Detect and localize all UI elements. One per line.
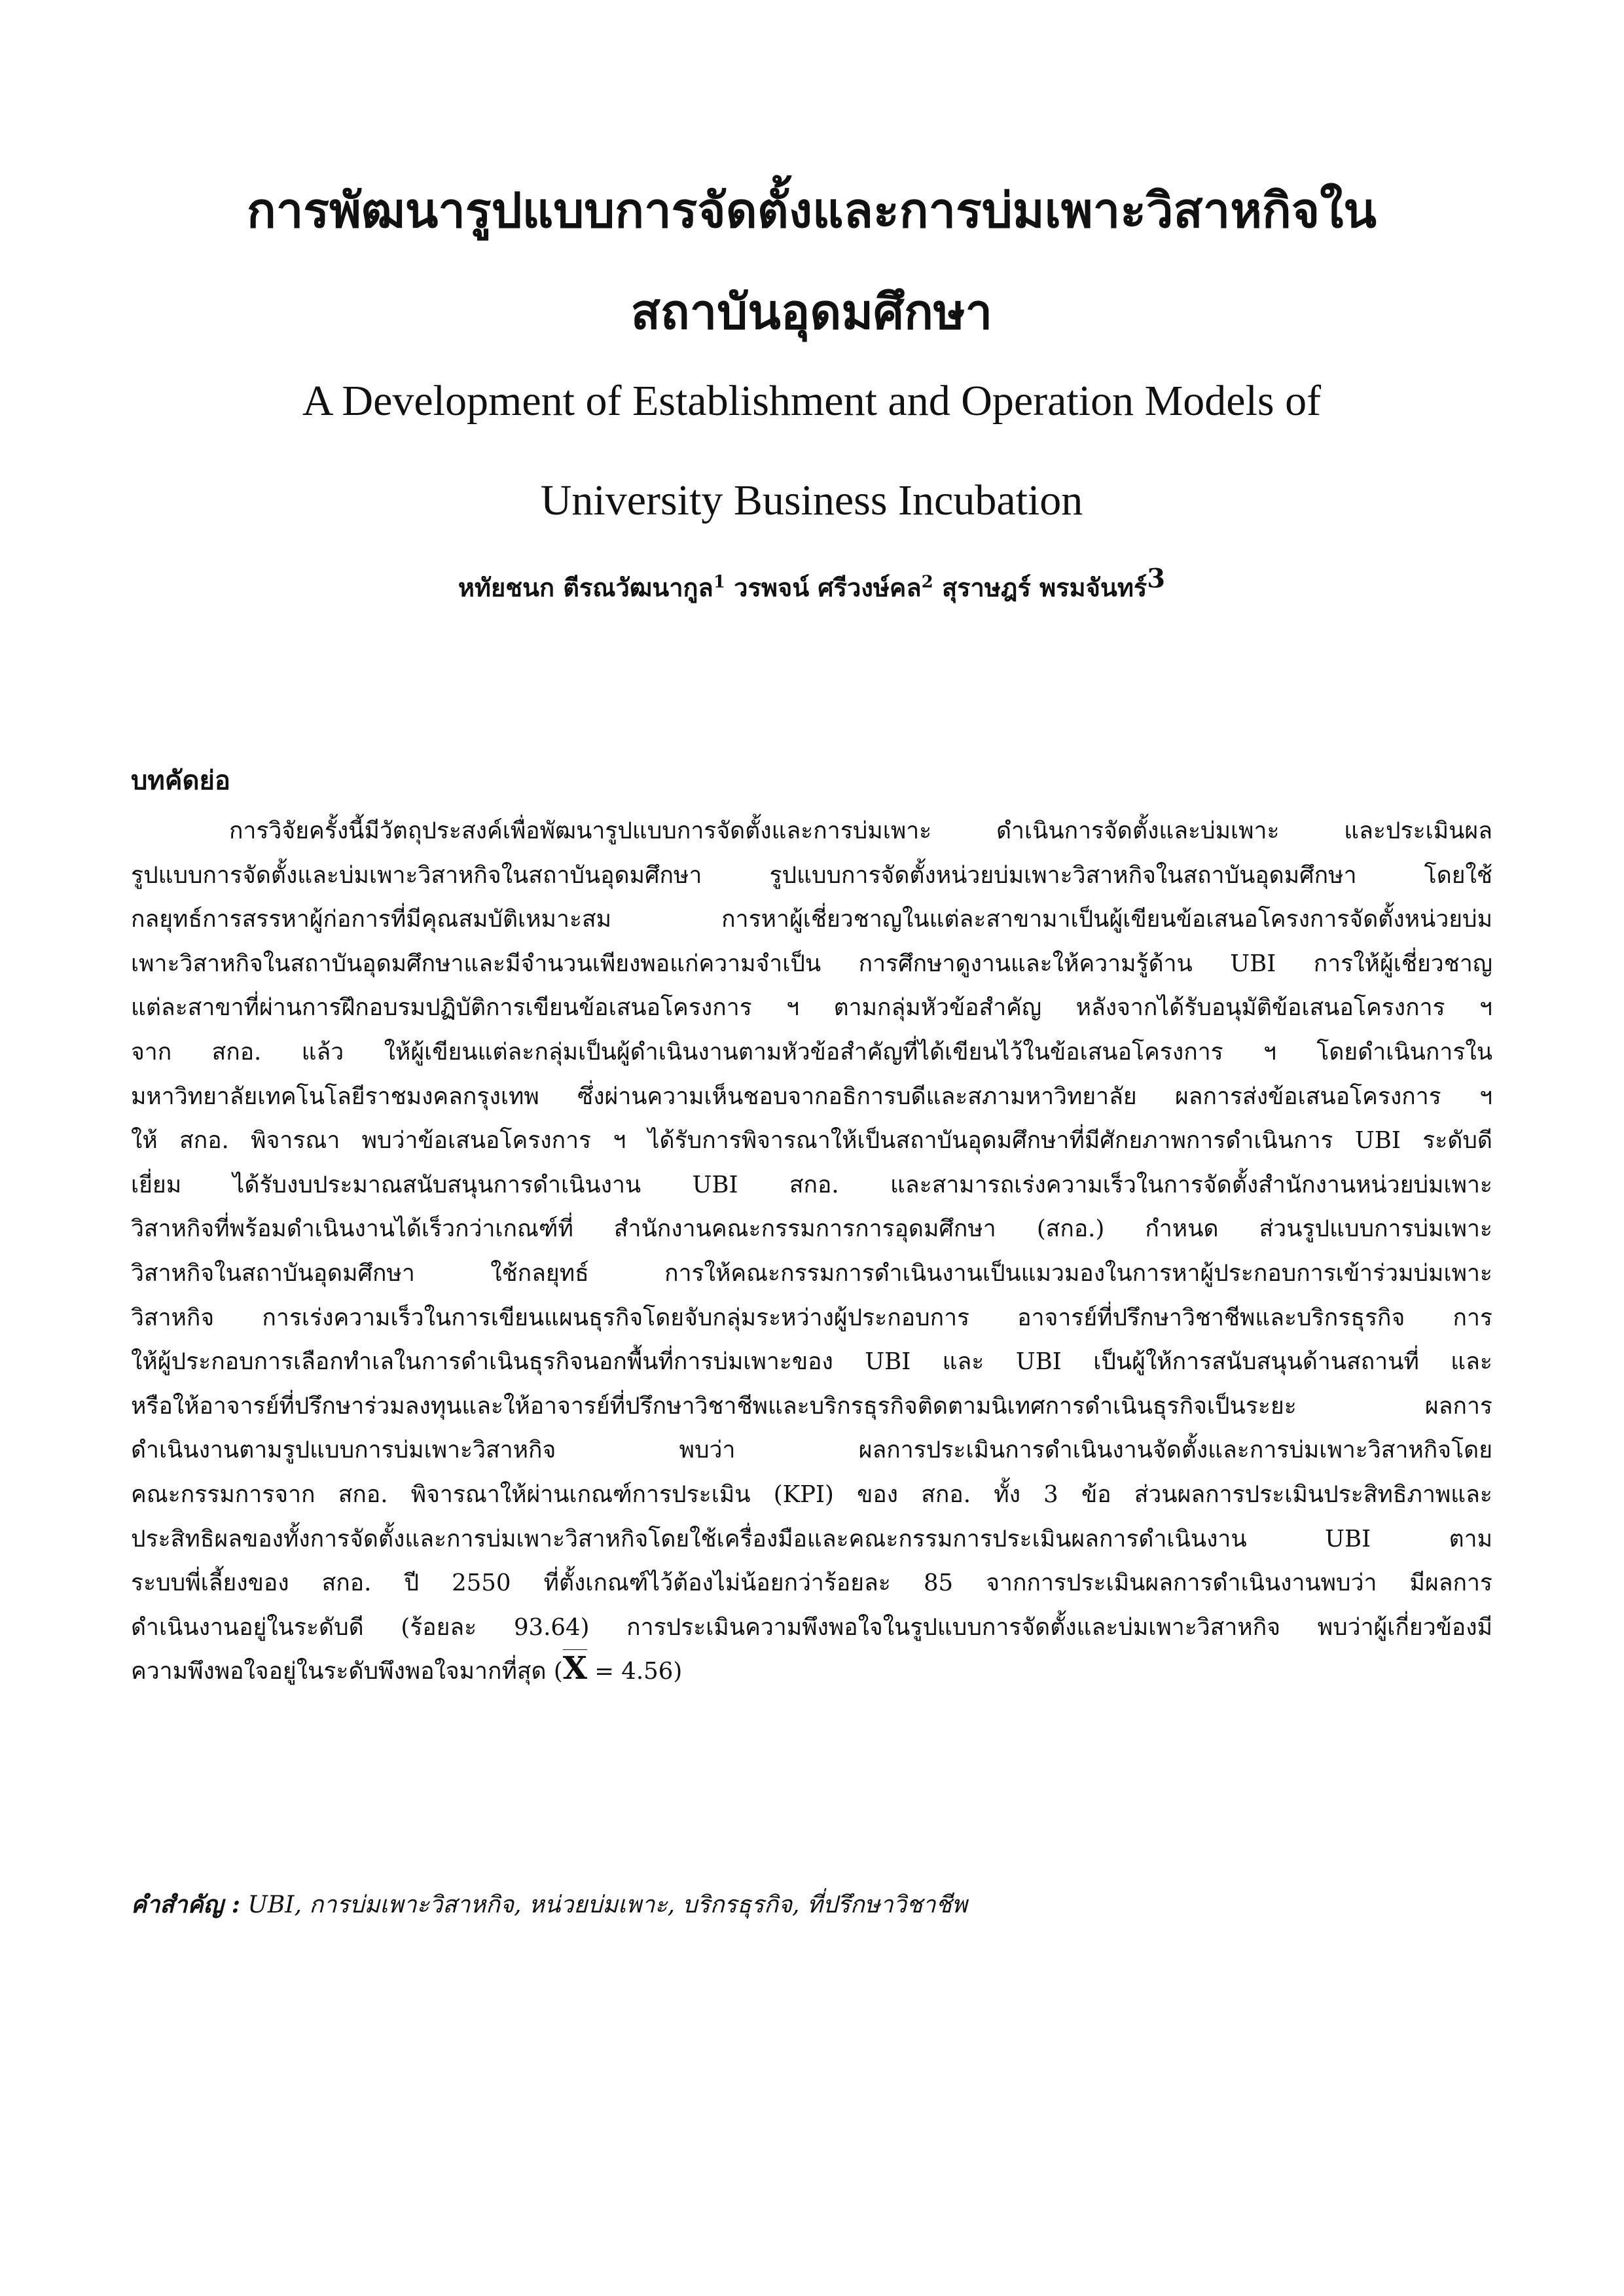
abstract-line: วิสาหกิจในสถาบันอุดมศึกษา ใช้กลยุทธ์ การให้คณะกรรมการดำเนินงานเป็นแมวมองในการหาผู้ประกอบการเข้าร่วมบ่มเพาะ [131,1259,1492,1287]
abstract-line: กลยุทธ์การสรรหาผู้ก่อการที่มีคุณสมบัติเหมาะสม การหาผู้เชี่ยวชาญในแต่ละสาขามาเป็นผู้เขียนข้อเสนอโครงการจัดตั้งหน่วยบ่ม [131,906,1492,933]
abstract-line: ระบบพี่เลี้ยงของ สกอ. ปี 2550 ที่ตั้งเกณฑ์ไว้ต้องไม่น้อยกว่าร้อยละ 85 จากการประเมินผลการดำเนินงานพบว่า มีผลการ [131,1570,1492,1597]
thai-title-line-2: สถาบันอุดมศึกษา [630,284,993,340]
keywords-list: UBI, การบ่มเพาะวิสาหกิจ, หน่วยบ่มเพาะ, บริกรธุรกิจ, ที่ปรึกษาวิชาชีพ [240,1892,967,1918]
abstract-line: ดำเนินงานตามรูปแบบการบ่มเพาะวิสาหกิจ พบว่า ผลการประเมินการดำเนินงานจัดตั้งและการบ่มเพาะวิสาหกิจโดย [131,1437,1492,1464]
abstract-text: = 4.56) [586,1658,683,1685]
abstract-line: รูปแบบการจัดตั้งและบ่มเพาะวิสาหกิจในสถาบันอุดมศึกษา รูปแบบการจัดตั้งหน่วยบ่มเพาะวิสาหกิจในสถาบันอุดมศึกษา โดยใช้ [131,861,1492,889]
english-title-line-1: A Development of Establishment and Operation Models of [302,377,1322,425]
author-list [314,563,1309,607]
affiliation-mark: 2 [921,572,933,592]
abstract-heading: บทคัดย่อ [131,765,230,796]
abstract-line: มหาวิทยาลัยเทคโนโลยีราชมงคลกรุงเทพ ซึ่งผ่านความเห็นชอบจากอธิการบดีและสภามหาวิทยาลัย ผลการส่งข้อเสนอโครงการ ฯ [131,1083,1492,1110]
abstract-line: ดำเนินงานอยู่ในระดับดี (ร้อยละ 93.64) การประเมินความพึงพอใจในรูปแบบการจัดตั้งและบ่มเพาะวิสาหกิจ พบว่าผู้เกี่ยวข้องมี [131,1613,1492,1641]
abstract-last-line [131,1649,1492,1694]
abstract-line: การวิจัยครั้งนี้มีวัตถุประสงค์เพื่อพัฒนารูปแบบการจัดตั้งและการบ่มเพาะ ดำเนินการจัดตั้งและบ่มเพาะ และประเมินผล [229,817,1492,844]
thai-title-line-1: การพัฒนารูปแบบการจัดตั้งและการบ่มเพาะวิสาหกิจใน [247,183,1377,239]
abstract-line: ให้ สกอ. พิจารณา พบว่าข้อเสนอโครงการ ฯ ได้รับการพิจารณาให้เป็นสถาบันอุดมศึกษาที่มีศักยภาพการดำเนินการ UBI ระดับดี [131,1127,1492,1155]
english-title-line-2: University Business Incubation [540,476,1083,524]
abstract-line: วิสาหกิจที่พร้อมดำเนินงานได้เร็วกว่าเกณฑ์ที่ สำนักงานคณะกรรมการการอุดมศึกษา (สกอ.) กำหนด ส่วนรูปแบบการบ่มเพาะ [131,1215,1492,1243]
abstract-body [131,809,1492,1694]
abstract-text: ความพึงพอใจอยู่ในระดับพึงพอใจมากที่สุด ( [131,1658,563,1685]
abstract-line: จาก สกอ. แล้ว ให้ผู้เขียนแต่ละกลุ่มเป็นผู้ดำเนินงานตามหัวข้อสำคัญที่ได้เขียนไว้ในข้อเสนอโครงการ ฯ โดยดำเนินการใน [131,1038,1492,1066]
abstract-line: ประสิทธิผลของทั้งการจัดตั้งและการบ่มเพาะวิสาหกิจโดยใช้เครื่องมือและคณะกรรมการประเมินผลการดำเนินงาน UBI ตาม [131,1525,1492,1552]
keywords [131,1885,1492,1925]
abstract-line: ให้ผู้ประกอบการเลือกทำเลในการดำเนินธุรกิจนอกพื้นที่การบ่มเพาะของ UBI และ UBI เป็นผู้ให้การสนับสนุนด้านสถานที่ และ [131,1348,1492,1376]
abstract-line: เยี่ยม ได้รับงบประมาณสนับสนุนการดำเนินงาน UBI สกอ. และสามารถเร่งความเร็วในการจัดตั้งสำนักงานหน่วยบ่มเพาะ [131,1171,1492,1198]
abstract-line: วิสาหกิจ การเร่งความเร็วในการเขียนแผนธุรกิจโดยจับกลุ่มระหว่างผู้ประกอบการ อาจารย์ที่ปรึกษาวิชาชีพและบริกรธุรกิจ การ [131,1304,1492,1331]
author-name: สุราษฎร์ พรมจันทร์ [941,573,1147,602]
abstract-line: คณะกรรมการจาก สกอ. พิจารณาให้ผ่านเกณฑ์การประเมิน (KPI) ของ สกอ. ทั้ง 3 ข้อ ส่วนผลการประเมินประสิทธิภาพและ [131,1480,1492,1508]
mean-symbol: $\overline{X}$ [562,1650,587,1687]
affiliation-mark: 3 [1147,563,1166,594]
abstract-line: เพาะวิสาหกิจในสถาบันอุดมศึกษาและมีจำนวนเพียงพอแก่ความจำเป็น การศึกษาดูงานและให้ความรู้ด้าน UBI การให้ผู้เชี่ยวชาญ [131,950,1492,977]
author-name: วรพจน์ ศรีวงษ์คล [734,573,922,602]
affiliation-mark: 1 [713,572,725,592]
keywords-label: คำสำคัญ : [131,1891,241,1918]
abstract-line: แต่ละสาขาที่ผ่านการฝึกอบรมปฏิบัติการเขียนข้อเสนอโครงการ ฯ ตามกลุ่มหัวข้อสำคัญ หลังจากได้รับอนุมัติข้อเสนอโครงการ ฯ [131,994,1492,1022]
author-name: หทัยชนก ตีรณวัฒนากูล [458,573,713,602]
abstract-line: หรือให้อาจารย์ที่ปรึกษาร่วมลงทุนและให้อาจารย์ที่ปรึกษาวิชาชีพและบริกรธุรกิจติดตามนิเทศการดำเนินธุรกิจเป็นระยะ ผลการ [131,1392,1492,1420]
